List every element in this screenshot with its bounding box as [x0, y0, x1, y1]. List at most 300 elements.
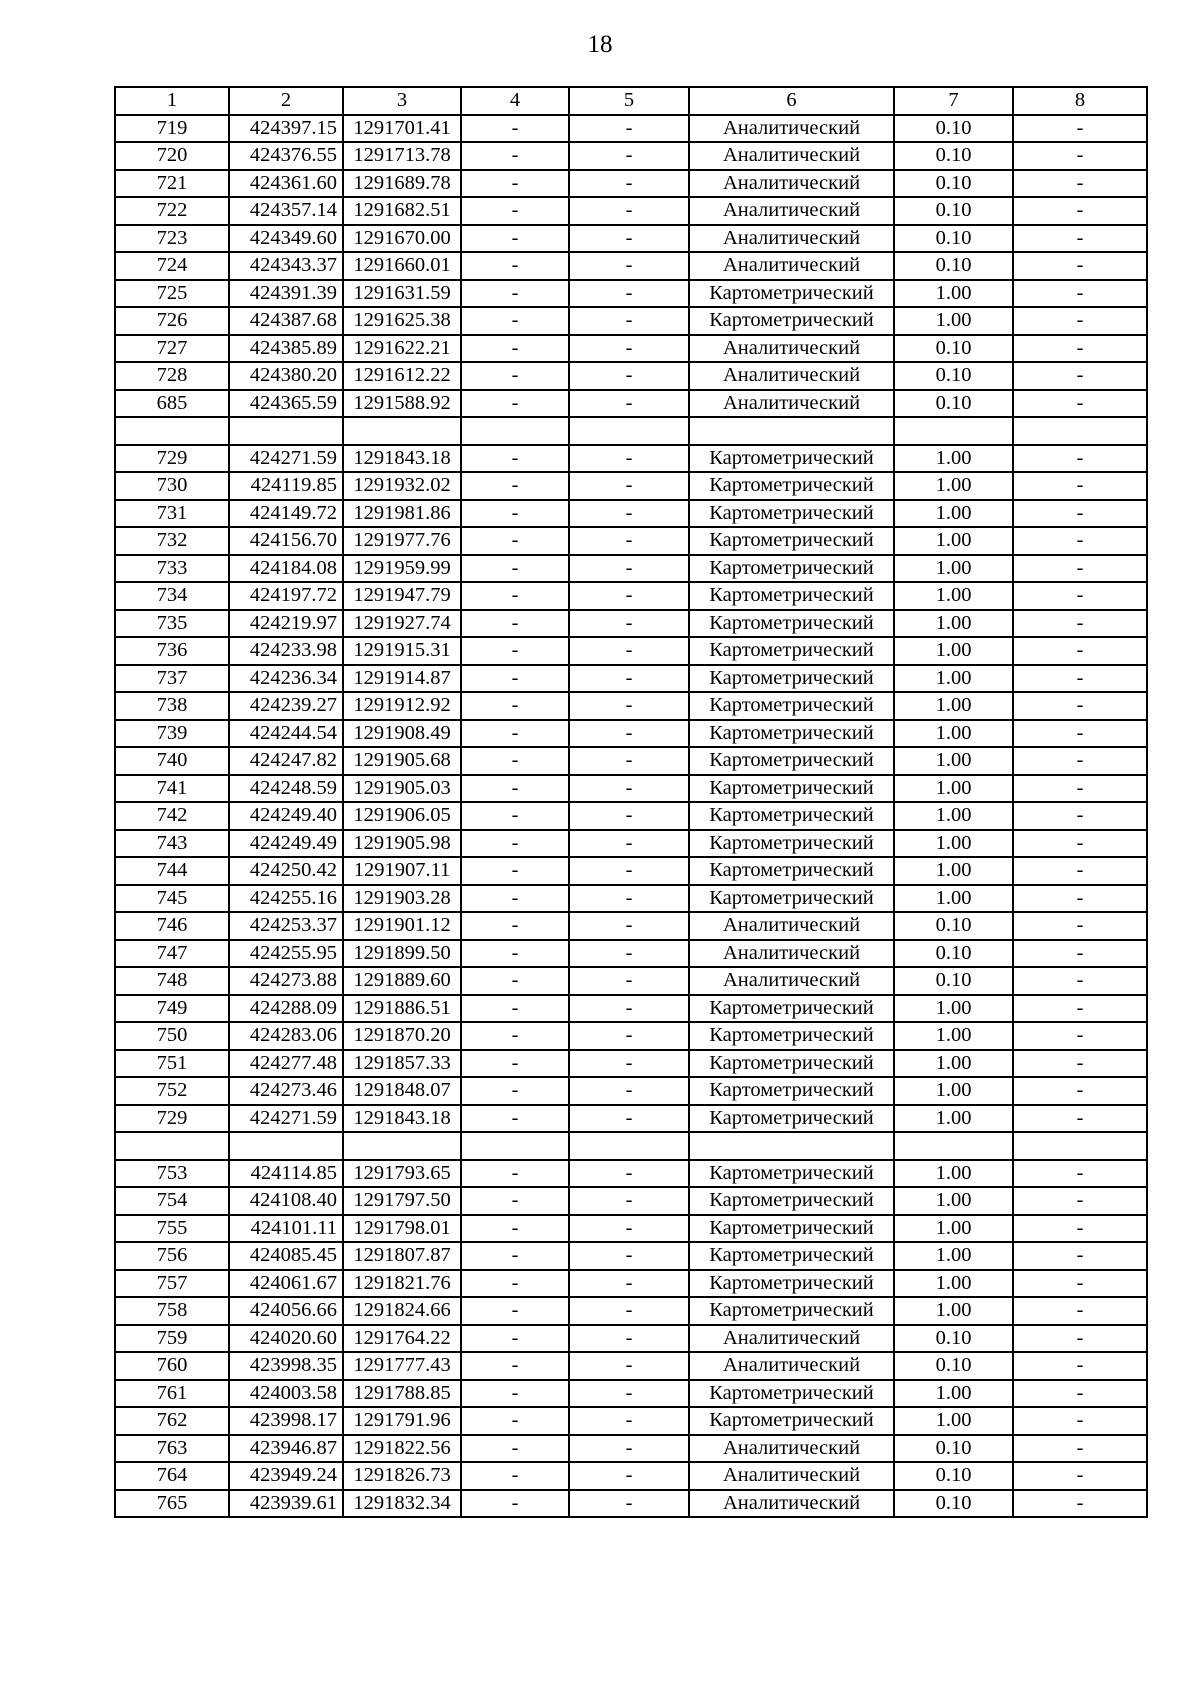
column-8-cell: - — [1013, 197, 1147, 225]
column-4-cell: - — [461, 1160, 569, 1188]
x-coordinate-cell: 424365.59 — [229, 390, 343, 418]
column-4-cell: - — [461, 1380, 569, 1408]
table-row — [115, 1380, 1147, 1408]
point-number-cell: 749 — [115, 995, 229, 1023]
y-coordinate-cell: 1291822.56 — [343, 1435, 461, 1463]
point-number-cell: 742 — [115, 802, 229, 830]
y-coordinate-cell: 1291625.38 — [343, 307, 461, 335]
y-coordinate-cell: 1291914.87 — [343, 665, 461, 693]
column-5-cell: - — [569, 280, 689, 308]
point-number-cell: 730 — [115, 472, 229, 500]
table-row — [115, 445, 1147, 473]
column-8-cell — [1013, 417, 1147, 445]
accuracy-cell: 1.00 — [894, 1077, 1013, 1105]
column-4-cell: - — [461, 390, 569, 418]
table-row — [115, 1187, 1147, 1215]
method-cell: Аналитический — [689, 1352, 894, 1380]
table-row — [115, 720, 1147, 748]
y-coordinate-cell: 1291947.79 — [343, 582, 461, 610]
column-5-cell: - — [569, 197, 689, 225]
column-5-cell: - — [569, 390, 689, 418]
column-4-cell: - — [461, 940, 569, 968]
table-row — [115, 1132, 1147, 1160]
x-coordinate-cell: 424277.48 — [229, 1050, 343, 1078]
accuracy-cell: 1.00 — [894, 1270, 1013, 1298]
x-coordinate-cell: 424197.72 — [229, 582, 343, 610]
accuracy-cell: 0.10 — [894, 940, 1013, 968]
x-coordinate-cell: 424101.11 — [229, 1215, 343, 1243]
y-coordinate-cell: 1291788.85 — [343, 1380, 461, 1408]
column-8-cell: - — [1013, 1077, 1147, 1105]
column-5-cell: - — [569, 747, 689, 775]
method-cell: Картометрический — [689, 307, 894, 335]
point-number-cell: 761 — [115, 1380, 229, 1408]
method-cell: Аналитический — [689, 225, 894, 253]
point-number-cell: 719 — [115, 115, 229, 143]
table-row — [115, 830, 1147, 858]
table-row — [115, 417, 1147, 445]
x-coordinate-cell: 423949.24 — [229, 1462, 343, 1490]
table-row — [115, 775, 1147, 803]
method-cell: Картометрический — [689, 747, 894, 775]
column-8-cell: - — [1013, 472, 1147, 500]
point-number-cell: 685 — [115, 390, 229, 418]
x-coordinate-cell: 424156.70 — [229, 527, 343, 555]
y-coordinate-cell: 1291907.11 — [343, 857, 461, 885]
table-row — [115, 390, 1147, 418]
method-cell: Картометрический — [689, 1297, 894, 1325]
y-coordinate-cell: 1291682.51 — [343, 197, 461, 225]
x-coordinate-cell: 424273.88 — [229, 967, 343, 995]
y-coordinate-cell: 1291905.03 — [343, 775, 461, 803]
method-cell: Картометрический — [689, 1270, 894, 1298]
column-8-cell: - — [1013, 610, 1147, 638]
point-number-cell: 740 — [115, 747, 229, 775]
table-row — [115, 527, 1147, 555]
column-8-cell: - — [1013, 802, 1147, 830]
table-row — [115, 500, 1147, 528]
accuracy-cell: 1.00 — [894, 1160, 1013, 1188]
method-cell: Аналитический — [689, 170, 894, 198]
x-coordinate-cell: 424397.15 — [229, 115, 343, 143]
column-5-cell — [569, 1132, 689, 1160]
column-4-cell: - — [461, 995, 569, 1023]
point-number-cell: 765 — [115, 1490, 229, 1518]
accuracy-cell: 1.00 — [894, 802, 1013, 830]
column-4-cell: - — [461, 555, 569, 583]
point-number-cell: 750 — [115, 1022, 229, 1050]
y-coordinate-cell: 1291843.18 — [343, 1105, 461, 1133]
point-number-cell: 728 — [115, 362, 229, 390]
point-number-cell: 721 — [115, 170, 229, 198]
x-coordinate-cell: 424343.37 — [229, 252, 343, 280]
table-row — [115, 582, 1147, 610]
x-coordinate-cell: 424387.68 — [229, 307, 343, 335]
column-4-cell: - — [461, 1215, 569, 1243]
table-row — [115, 1077, 1147, 1105]
method-cell: Картометрический — [689, 1407, 894, 1435]
column-4-cell: - — [461, 1242, 569, 1270]
column-5-cell: - — [569, 857, 689, 885]
method-cell: Картометрический — [689, 500, 894, 528]
column-4-cell: - — [461, 637, 569, 665]
column-5-cell: - — [569, 967, 689, 995]
method-cell: Аналитический — [689, 967, 894, 995]
x-coordinate-cell: 424357.14 — [229, 197, 343, 225]
method-cell — [689, 417, 894, 445]
accuracy-cell: 0.10 — [894, 115, 1013, 143]
column-8-cell: - — [1013, 747, 1147, 775]
point-number-cell: 762 — [115, 1407, 229, 1435]
column-5-cell: - — [569, 1352, 689, 1380]
x-coordinate-cell: 423998.17 — [229, 1407, 343, 1435]
column-8-cell: - — [1013, 830, 1147, 858]
x-coordinate-cell: 424380.20 — [229, 362, 343, 390]
point-number-cell: 760 — [115, 1352, 229, 1380]
point-number-cell: 755 — [115, 1215, 229, 1243]
column-5-cell: - — [569, 335, 689, 363]
method-cell: Картометрический — [689, 1077, 894, 1105]
x-coordinate-cell: 424391.39 — [229, 280, 343, 308]
column-8-cell: - — [1013, 1022, 1147, 1050]
method-cell: Картометрический — [689, 582, 894, 610]
method-cell: Картометрический — [689, 802, 894, 830]
accuracy-cell: 0.10 — [894, 1462, 1013, 1490]
table-row — [115, 335, 1147, 363]
y-coordinate-cell: 1291797.50 — [343, 1187, 461, 1215]
x-coordinate-cell: 424255.95 — [229, 940, 343, 968]
x-coordinate-cell: 424003.58 — [229, 1380, 343, 1408]
method-cell: Картометрический — [689, 692, 894, 720]
y-coordinate-cell: 1291612.22 — [343, 362, 461, 390]
method-cell: Картометрический — [689, 1380, 894, 1408]
x-coordinate-cell: 424085.45 — [229, 1242, 343, 1270]
column-8-cell: - — [1013, 362, 1147, 390]
x-coordinate-cell — [229, 1132, 343, 1160]
column-8-cell: - — [1013, 1462, 1147, 1490]
column-4-cell: - — [461, 1490, 569, 1518]
x-coordinate-cell: 424248.59 — [229, 775, 343, 803]
point-number-cell: 759 — [115, 1325, 229, 1353]
point-number-cell: 763 — [115, 1435, 229, 1463]
column-8-cell: - — [1013, 390, 1147, 418]
x-coordinate-cell: 424247.82 — [229, 747, 343, 775]
column-5-cell: - — [569, 1325, 689, 1353]
column-4-cell: - — [461, 967, 569, 995]
point-number-cell: 731 — [115, 500, 229, 528]
accuracy-cell: 0.10 — [894, 252, 1013, 280]
column-5-cell: - — [569, 582, 689, 610]
method-cell: Картометрический — [689, 857, 894, 885]
table-header-row — [115, 87, 1147, 115]
column-5-cell: - — [569, 170, 689, 198]
column-5-cell: - — [569, 1297, 689, 1325]
accuracy-cell: 1.00 — [894, 692, 1013, 720]
table-row — [115, 1270, 1147, 1298]
point-number-cell: 757 — [115, 1270, 229, 1298]
y-coordinate-cell: 1291793.65 — [343, 1160, 461, 1188]
column-4-cell: - — [461, 692, 569, 720]
method-cell: Картометрический — [689, 555, 894, 583]
method-cell: Аналитический — [689, 362, 894, 390]
column-8-cell: - — [1013, 637, 1147, 665]
column-8-cell: - — [1013, 1160, 1147, 1188]
column-4-cell: - — [461, 225, 569, 253]
y-coordinate-cell: 1291826.73 — [343, 1462, 461, 1490]
accuracy-cell: 1.00 — [894, 885, 1013, 913]
y-coordinate-cell: 1291905.98 — [343, 830, 461, 858]
accuracy-cell: 1.00 — [894, 857, 1013, 885]
accuracy-cell: 1.00 — [894, 637, 1013, 665]
table-row — [115, 610, 1147, 638]
table-row — [115, 280, 1147, 308]
method-cell — [689, 1132, 894, 1160]
y-coordinate-cell: 1291906.05 — [343, 802, 461, 830]
y-coordinate-cell: 1291764.22 — [343, 1325, 461, 1353]
method-cell: Аналитический — [689, 335, 894, 363]
y-coordinate-cell: 1291908.49 — [343, 720, 461, 748]
column-8-cell: - — [1013, 1407, 1147, 1435]
x-coordinate-cell: 424255.16 — [229, 885, 343, 913]
column-4-cell: - — [461, 1022, 569, 1050]
point-number-cell: 734 — [115, 582, 229, 610]
column-5-cell: - — [569, 307, 689, 335]
method-cell: Картометрический — [689, 665, 894, 693]
column-4-cell: - — [461, 142, 569, 170]
point-number-cell: 732 — [115, 527, 229, 555]
column-8-cell: - — [1013, 857, 1147, 885]
accuracy-cell: 0.10 — [894, 335, 1013, 363]
table-row — [115, 967, 1147, 995]
method-cell: Аналитический — [689, 115, 894, 143]
column-8-cell: - — [1013, 280, 1147, 308]
column-header: 1 — [115, 87, 229, 115]
column-4-cell: - — [461, 1270, 569, 1298]
point-number-cell: 723 — [115, 225, 229, 253]
y-coordinate-cell — [343, 1132, 461, 1160]
column-5-cell: - — [569, 1270, 689, 1298]
y-coordinate-cell: 1291899.50 — [343, 940, 461, 968]
y-coordinate-cell: 1291713.78 — [343, 142, 461, 170]
column-4-cell: - — [461, 252, 569, 280]
column-8-cell: - — [1013, 170, 1147, 198]
x-coordinate-cell: 424249.40 — [229, 802, 343, 830]
y-coordinate-cell: 1291905.68 — [343, 747, 461, 775]
column-4-cell: - — [461, 500, 569, 528]
x-coordinate-cell: 423939.61 — [229, 1490, 343, 1518]
accuracy-cell: 1.00 — [894, 307, 1013, 335]
method-cell: Картометрический — [689, 472, 894, 500]
column-5-cell: - — [569, 1215, 689, 1243]
table-row — [115, 912, 1147, 940]
method-cell: Картометрический — [689, 995, 894, 1023]
accuracy-cell: 1.00 — [894, 1407, 1013, 1435]
column-header: 7 — [894, 87, 1013, 115]
column-5-cell: - — [569, 802, 689, 830]
point-number-cell: 726 — [115, 307, 229, 335]
accuracy-cell: 1.00 — [894, 830, 1013, 858]
column-5-cell: - — [569, 527, 689, 555]
table-row — [115, 197, 1147, 225]
accuracy-cell: 1.00 — [894, 610, 1013, 638]
y-coordinate-cell: 1291622.21 — [343, 335, 461, 363]
column-5-cell: - — [569, 225, 689, 253]
x-coordinate-cell: 424249.49 — [229, 830, 343, 858]
table-row — [115, 142, 1147, 170]
column-header: 4 — [461, 87, 569, 115]
point-number-cell: 722 — [115, 197, 229, 225]
x-coordinate-cell: 424361.60 — [229, 170, 343, 198]
point-number-cell: 743 — [115, 830, 229, 858]
y-coordinate-cell: 1291981.86 — [343, 500, 461, 528]
method-cell: Картометрический — [689, 1022, 894, 1050]
column-8-cell: - — [1013, 885, 1147, 913]
method-cell: Картометрический — [689, 1215, 894, 1243]
column-8-cell: - — [1013, 445, 1147, 473]
point-number-cell: 735 — [115, 610, 229, 638]
column-8-cell: - — [1013, 1435, 1147, 1463]
point-number-cell: 751 — [115, 1050, 229, 1078]
page-number: 18 — [587, 31, 613, 58]
column-8-cell: - — [1013, 1105, 1147, 1133]
x-coordinate-cell: 424288.09 — [229, 995, 343, 1023]
column-8-cell: - — [1013, 1050, 1147, 1078]
method-cell: Аналитический — [689, 390, 894, 418]
coordinates-table — [114, 86, 1148, 1518]
y-coordinate-cell: 1291843.18 — [343, 445, 461, 473]
point-number-cell: 727 — [115, 335, 229, 363]
column-5-cell: - — [569, 1187, 689, 1215]
column-header: 5 — [569, 87, 689, 115]
x-coordinate-cell: 424219.97 — [229, 610, 343, 638]
table-row — [115, 857, 1147, 885]
column-5-cell: - — [569, 362, 689, 390]
y-coordinate-cell: 1291870.20 — [343, 1022, 461, 1050]
column-5-cell: - — [569, 252, 689, 280]
method-cell: Аналитический — [689, 142, 894, 170]
point-number-cell: 744 — [115, 857, 229, 885]
column-4-cell: - — [461, 1325, 569, 1353]
y-coordinate-cell: 1291912.92 — [343, 692, 461, 720]
column-8-cell: - — [1013, 1380, 1147, 1408]
point-number-cell: 747 — [115, 940, 229, 968]
accuracy-cell: 0.10 — [894, 170, 1013, 198]
method-cell: Картометрический — [689, 1242, 894, 1270]
accuracy-cell: 1.00 — [894, 1215, 1013, 1243]
method-cell: Картометрический — [689, 610, 894, 638]
method-cell: Картометрический — [689, 1187, 894, 1215]
column-4-cell: - — [461, 1050, 569, 1078]
y-coordinate-cell: 1291927.74 — [343, 610, 461, 638]
y-coordinate-cell: 1291689.78 — [343, 170, 461, 198]
column-5-cell: - — [569, 1242, 689, 1270]
column-8-cell: - — [1013, 1215, 1147, 1243]
column-4-cell: - — [461, 280, 569, 308]
x-coordinate-cell: 424349.60 — [229, 225, 343, 253]
y-coordinate-cell: 1291901.12 — [343, 912, 461, 940]
column-4-cell: - — [461, 747, 569, 775]
table-row — [115, 252, 1147, 280]
column-5-cell: - — [569, 885, 689, 913]
column-4-cell: - — [461, 1297, 569, 1325]
column-4-cell: - — [461, 830, 569, 858]
column-8-cell: - — [1013, 527, 1147, 555]
column-4-cell: - — [461, 197, 569, 225]
accuracy-cell: 0.10 — [894, 225, 1013, 253]
y-coordinate-cell: 1291701.41 — [343, 115, 461, 143]
x-coordinate-cell — [229, 417, 343, 445]
accuracy-cell: 1.00 — [894, 665, 1013, 693]
column-4-cell: - — [461, 307, 569, 335]
y-coordinate-cell: 1291791.96 — [343, 1407, 461, 1435]
table-row — [115, 665, 1147, 693]
method-cell: Аналитический — [689, 252, 894, 280]
column-header: 2 — [229, 87, 343, 115]
y-coordinate-cell: 1291660.01 — [343, 252, 461, 280]
column-4-cell: - — [461, 665, 569, 693]
method-cell: Картометрический — [689, 775, 894, 803]
column-4-cell: - — [461, 1187, 569, 1215]
point-number-cell: 764 — [115, 1462, 229, 1490]
accuracy-cell: 0.10 — [894, 1352, 1013, 1380]
column-8-cell: - — [1013, 692, 1147, 720]
column-5-cell: - — [569, 1490, 689, 1518]
method-cell: Аналитический — [689, 197, 894, 225]
point-number-cell: 746 — [115, 912, 229, 940]
table-row — [115, 802, 1147, 830]
table-row — [115, 1050, 1147, 1078]
accuracy-cell: 0.10 — [894, 1490, 1013, 1518]
column-5-cell: - — [569, 1462, 689, 1490]
table-row — [115, 995, 1147, 1023]
accuracy-cell: 1.00 — [894, 500, 1013, 528]
column-4-cell: - — [461, 362, 569, 390]
accuracy-cell: 1.00 — [894, 445, 1013, 473]
table-row — [115, 1490, 1147, 1518]
x-coordinate-cell: 424149.72 — [229, 500, 343, 528]
accuracy-cell: 1.00 — [894, 1242, 1013, 1270]
table-row — [115, 1435, 1147, 1463]
column-8-cell: - — [1013, 500, 1147, 528]
point-number-cell: 733 — [115, 555, 229, 583]
x-coordinate-cell: 424271.59 — [229, 445, 343, 473]
column-4-cell: - — [461, 445, 569, 473]
column-8-cell: - — [1013, 720, 1147, 748]
method-cell: Аналитический — [689, 1325, 894, 1353]
column-header: 8 — [1013, 87, 1147, 115]
x-coordinate-cell: 424184.08 — [229, 555, 343, 583]
column-8-cell: - — [1013, 225, 1147, 253]
column-5-cell: - — [569, 472, 689, 500]
point-number-cell: 756 — [115, 1242, 229, 1270]
column-4-cell: - — [461, 1407, 569, 1435]
point-number-cell: 738 — [115, 692, 229, 720]
method-cell: Аналитический — [689, 1490, 894, 1518]
method-cell: Аналитический — [689, 912, 894, 940]
column-5-cell: - — [569, 610, 689, 638]
y-coordinate-cell: 1291821.76 — [343, 1270, 461, 1298]
point-number-cell: 737 — [115, 665, 229, 693]
table-row — [115, 1407, 1147, 1435]
accuracy-cell: 1.00 — [894, 1380, 1013, 1408]
table-row — [115, 362, 1147, 390]
accuracy-cell: 1.00 — [894, 1297, 1013, 1325]
table-row — [115, 1297, 1147, 1325]
column-8-cell: - — [1013, 142, 1147, 170]
method-cell: Картометрический — [689, 280, 894, 308]
column-8-cell: - — [1013, 115, 1147, 143]
point-number-cell: 720 — [115, 142, 229, 170]
